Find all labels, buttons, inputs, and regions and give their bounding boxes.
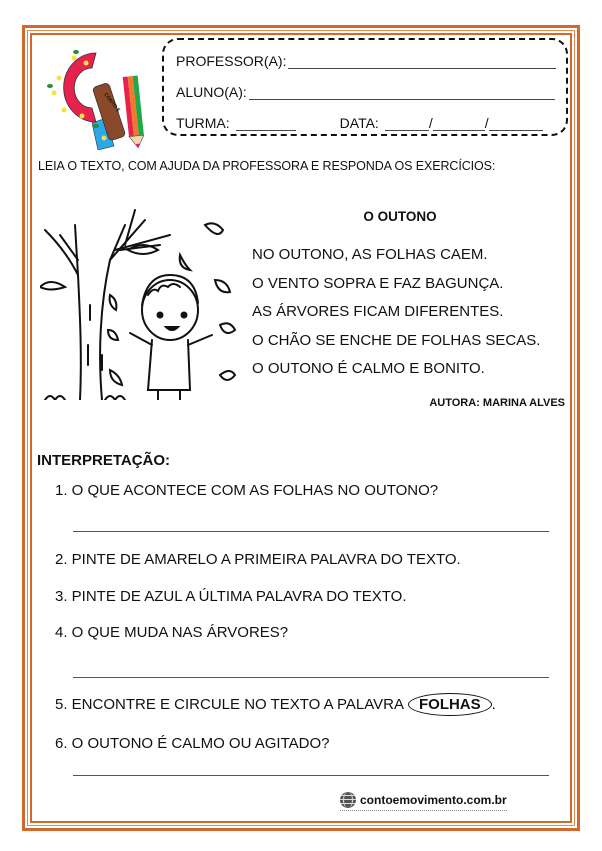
story-author: AUTORA: MARINA ALVES <box>429 397 565 409</box>
svg-text:CONTO E: CONTO E <box>102 91 122 114</box>
answer-line-1[interactable] <box>73 531 549 532</box>
story-title: O OUTONO <box>363 209 437 224</box>
date-separator: / <box>428 115 433 131</box>
aluno-row <box>176 84 555 100</box>
professor-row <box>176 53 556 69</box>
website-footer <box>340 792 507 811</box>
aluno-field[interactable] <box>249 85 555 100</box>
date-year-field[interactable] <box>489 116 543 131</box>
turma-data-row <box>176 115 543 131</box>
turma-label: TURMA: <box>176 115 230 131</box>
question-3: 3. PINTE DE AZUL A ÚLTIMA PALAVRA DO TEXTO. <box>55 588 407 605</box>
question-5-suffix: . <box>491 696 496 713</box>
story-line: O VENTO SOPRA E FAZ BAGUNÇA. <box>252 274 504 292</box>
story-text <box>252 241 540 384</box>
question-2: 2. PINTE DE AMARELO A PRIMEIRA PALAVRA DO TEXTO. <box>55 551 461 568</box>
date-day-field[interactable] <box>385 116 429 131</box>
date-separator: / <box>484 115 489 131</box>
question-4: 4. O QUE MUDA NAS ÁRVORES? <box>55 624 289 641</box>
professor-label: PROFESSOR(A): <box>176 53 287 69</box>
website-link[interactable]: contoemovimento.com.br <box>360 793 507 807</box>
circled-word: FOLHAS <box>408 693 492 716</box>
data-label: DATA: <box>339 115 379 131</box>
story-line: NO OUTONO, AS FOLHAS CAEM. <box>252 246 488 263</box>
instruction-text: LEIA O TEXTO, COM AJUDA DA PROFESSORA E RESPONDA OS EXERCÍCIOS: <box>38 159 496 173</box>
autumn-child-illustration <box>40 205 250 400</box>
question-5-text: 5. ENCONTRE E CIRCULE NO TEXTO A PALAVRA <box>55 696 404 713</box>
student-info-box <box>162 38 568 136</box>
question-5 <box>55 696 496 716</box>
interpretation-title: INTERPRETAÇÃO: <box>37 452 171 469</box>
date-month-field[interactable] <box>433 116 485 131</box>
conto-e-movimento-logo <box>34 38 146 150</box>
story-line: AS ÁRVORES FICAM DIFERENTES. <box>252 303 504 320</box>
story-line: O OUTONO É CALMO E BONITO. <box>252 360 485 377</box>
question-6: 6. O OUTONO É CALMO OU AGITADO? <box>55 735 330 752</box>
turma-field[interactable] <box>236 116 296 131</box>
answer-line-4[interactable] <box>73 677 549 678</box>
professor-field[interactable] <box>288 54 556 69</box>
answer-line-6[interactable] <box>73 775 549 776</box>
question-1: 1. O QUE ACONTECE COM AS FOLHAS NO OUTONO? <box>55 482 439 499</box>
globe-icon <box>340 792 356 808</box>
aluno-label: ALUNO(A): <box>176 84 247 100</box>
story-line: O CHÃO SE ENCHE DE FOLHAS SECAS. <box>252 331 541 349</box>
